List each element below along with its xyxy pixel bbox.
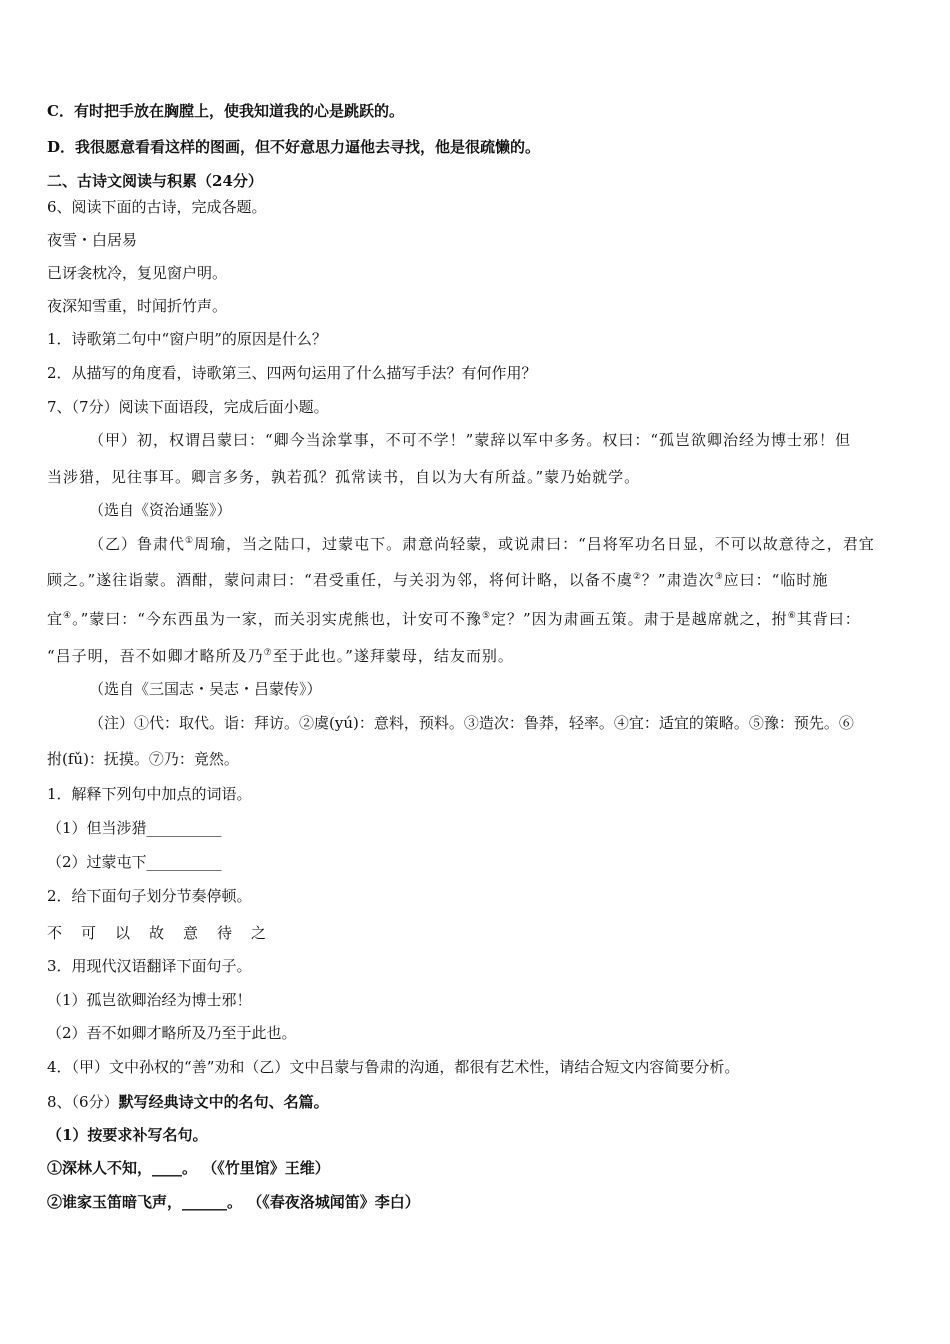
option-c: C．有时把手放在胸膛上，使我知道我的心是跳跃的。 — [47, 102, 404, 120]
q7-sub-3a: （1）孤岂欲卿治经为博士邪！ — [47, 991, 252, 1009]
q8-item-a: ①深林人不知，____。 （《竹里馆》王维） — [47, 1159, 330, 1177]
q6-prompt: 6、阅读下面的古诗，完成各题。 — [47, 198, 267, 216]
rhythm-char: 不 — [47, 924, 63, 942]
q7-sub-1: 1．解释下列句中加点的词语。 — [47, 785, 252, 803]
q8-item-b: ②谁家玉笛暗飞声，______。 （《春夜洛城闻笛》李白） — [47, 1193, 420, 1211]
passage-yi-line-2: 顾之。”遂往诣蒙。酒酣，蒙问肃曰：“君受重任，与关羽为邻，将何计略，以备不虞②？”肃造次③应曰：“临时施 — [47, 571, 829, 589]
q6-sub-2: 2．从描写的角度看，诗歌第三、四两句运用了什么描写手法？有何作用？ — [47, 364, 537, 382]
rhythm-sentence — [47, 923, 285, 943]
notes-line-2: 拊(fǔ)：抚摸。⑦乃：竟然。 — [47, 750, 239, 768]
passage-jia-line-2: 当涉猎，见往事耳。卿言多务，孰若孤？孤常读书，自以为大有所益。”蒙乃始就学。 — [47, 468, 641, 486]
q7-sub-3: 3．用现代汉语翻译下面句子。 — [47, 957, 252, 975]
rhythm-char: 意 — [183, 924, 199, 942]
passage-yi-line-4: “吕子明，吾不如卿才略所及乃⑦至于此也。”遂拜蒙母，结友而别。 — [47, 647, 514, 665]
q7-sub-2: 2．给下面句子划分节奏停顿。 — [47, 887, 252, 905]
q7-sub-1a: （1）但当涉猎__________ — [47, 819, 222, 837]
notes-line-1: （注）①代：取代。诣：拜访。②虞(yú)：意料，预料。③造次：鲁莽，轻率。④宜：适宜的策略。⑤豫：预先。⑥ — [89, 714, 854, 732]
rhythm-char: 可 — [81, 924, 97, 942]
q7-sub-4: 4．（甲）文中孙权的“善”劝和（乙）文中吕蒙与鲁肃的沟通，都很有艺术性，请结合短文内容简要分析。 — [47, 1058, 740, 1076]
section-heading: 二、古诗文阅读与积累（24分） — [47, 172, 263, 190]
poem-line-2: 夜深知雪重，时闻折竹声。 — [47, 297, 228, 315]
passage-yi-line-1: （乙）鲁肃代①周瑜，当之陆口，过蒙屯下。肃意尚轻蒙，或说肃曰：“吕将军功名日显，不可以故意待之，君宜 — [89, 535, 875, 553]
passage-jia-source: （选自《资治通鉴》） — [89, 501, 232, 519]
option-d: D．我很愿意看看这样的图画，但不好意思力逼他去寻找，他是很疏懒的。 — [47, 138, 541, 156]
poem-title: 夜雪・白居易 — [47, 231, 138, 249]
passage-yi-source: （选自《三国志・吴志・吕蒙传》） — [89, 680, 322, 698]
rhythm-char: 以 — [115, 924, 131, 942]
passage-jia-line-1: （甲）初，权谓吕蒙曰：“卿今当涂掌事，不可不学！”蒙辞以军中多务。权曰：“孤岂欲卿治经为博士邪！但 — [89, 431, 852, 449]
q7-sub-3b: （2）吾不如卿才略所及乃至于此也。 — [47, 1024, 297, 1042]
rhythm-char: 故 — [149, 924, 165, 942]
q7-prompt: 7、（7分）阅读下面语段，完成后面小题。 — [47, 398, 329, 416]
q7-sub-1b: （2）过蒙屯下__________ — [47, 853, 222, 871]
q8-sub-1: （1）按要求补写名句。 — [47, 1126, 208, 1144]
q8-prompt: 8、（6分）默写经典诗文中的名句、名篇。 — [47, 1093, 329, 1111]
passage-yi-line-3: 宜④。”蒙曰：“今东西虽为一家，而关羽实虎熊也，计安可不豫⑤定？”因为肃画五策。肃于是越席就之，拊⑥其背曰： — [47, 610, 861, 628]
rhythm-char: 之 — [251, 924, 267, 942]
poem-line-1: 已讶衾枕冷，复见窗户明。 — [47, 264, 228, 282]
q6-sub-1: 1．诗歌第二句中“窗户明”的原因是什么？ — [47, 330, 327, 348]
rhythm-char: 待 — [217, 924, 233, 942]
